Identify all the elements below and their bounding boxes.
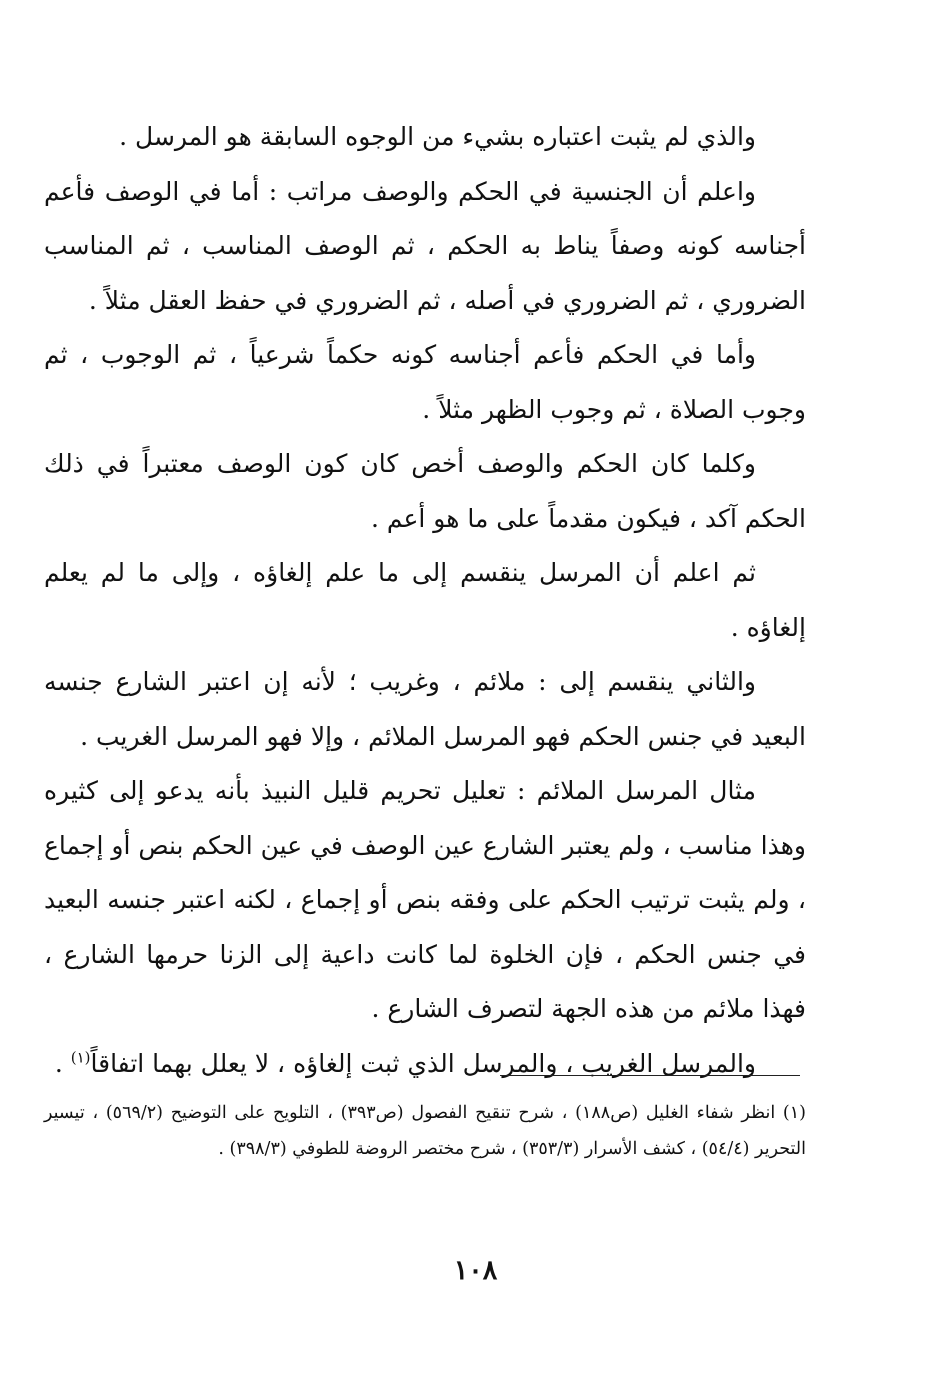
footnote-divider <box>500 1075 800 1076</box>
paragraph-5: ثم اعلم أن المرسل ينقسم إلى ما علم إلغاؤه ، وإلى ما لم يعلم إلغاؤه . <box>44 558 806 642</box>
paragraph-4: وكلما كان الحكم والوصف أخص كان كون الوصف معتبراً في ذلك الحكم آكد ، فيكون مقدماً على ما هو أعم . <box>44 449 806 533</box>
paragraph-6: والثاني ينقسم إلى : ملائم ، وغريب ؛ لأنه إن اعتبر الشارع جنسه البعيد في جنس الحكم فهو المرسل الملائم ، وإلا فهو المرسل الغريب . <box>44 667 806 751</box>
paragraph-8-end: . <box>54 1048 71 1078</box>
paragraph-3: وأما في الحكم فأعم أجناسه كونه حكماً شرعياً ، ثم الوجوب ، ثم وجوب الصلاة ، ثم وجوب الظهر مثلاً . <box>44 340 806 424</box>
paragraph-1: والذي لم يثبت اعتباره بشيء من الوجوه السابقة هو المرسل . <box>119 122 756 151</box>
footnote-1: (١) انظر شفاء الغليل (ص١٨٨) ، شرح تنقيح الفصول (ص٣٩٣) ، التلويح على التوضيح (٥٦٩/٢) ، تيسير التحرير (٥٤/٤) ، كشف الأسرار (٣٥٣/٣) ، شرح مختصر الروضة للطوفي (٣٩٨/٣) . <box>44 1103 806 1159</box>
paragraph-2: واعلم أن الجنسية في الحكم والوصف مراتب : أما في الوصف فأعم أجناسه كونه وصفاً يناط به الحكم ، ثم الوصف المناسب ، ثم المناسب الضروري ، ثم الضروري في أصله ، ثم الضروري في حفظ العقل مثلاً . <box>44 176 806 315</box>
footnotes <box>44 1095 806 1167</box>
footnote-reference[interactable]: (١) <box>70 1048 91 1067</box>
paragraph-8-text: والمرسل الغريب ، والمرسل الذي ثبت إلغاؤه ، لا يعلل بهما اتفاقاً <box>90 1048 756 1078</box>
paragraph-7: مثال المرسل الملائم : تعليل تحريم قليل النبيذ بأنه يدعو إلى كثيره وهذا مناسب ، ولم يعتبر الشارع عين الوصف في عين الحكم بنص أو إجماع ، ولم يثبت ترتيب الحكم على وفقه بنص أو إجماع ، لكنه اعتبر جنسه البعيد في جنس الحكم ، فإن الخلوة لما كانت داعية إلى الزنا حرمها الشارع ، فهذا ملائم من هذه الجهة لتصرف الشارع . <box>44 776 806 1023</box>
main-text <box>44 110 806 1091</box>
page-number: ١٠٨ <box>453 1255 498 1286</box>
paragraph-8 <box>44 1037 806 1092</box>
